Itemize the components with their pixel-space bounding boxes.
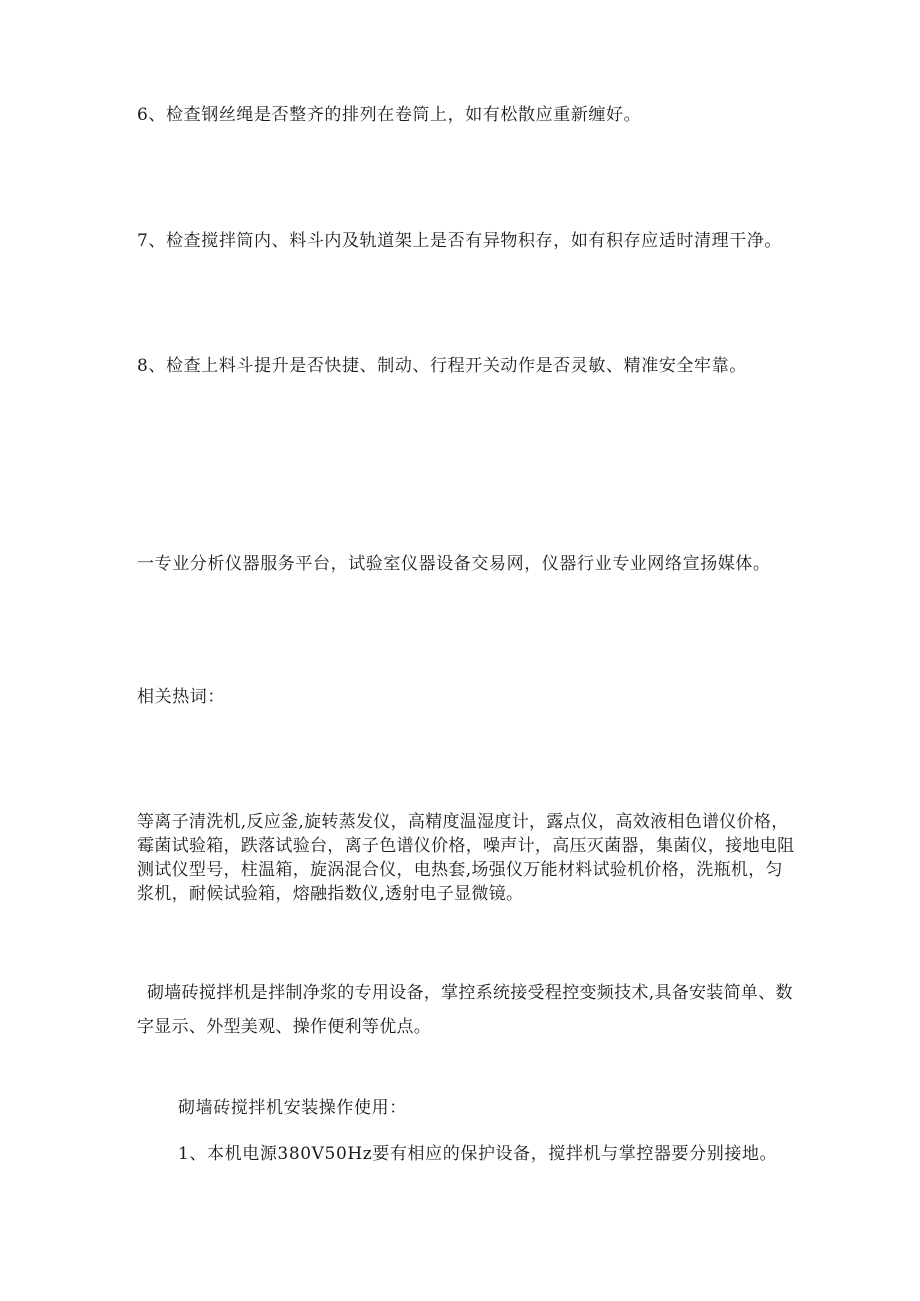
check-item-6: 6、检查钢丝绳是否整齐的排列在卷筒上，如有松散应重新缠好。 (137, 105, 642, 125)
check-item-8: 8、检查上料斗提升是否快捷、制动、行程开关动作是否灵敏、精准安全牢靠。 (137, 356, 747, 376)
platform-description: 一专业分析仪器服务平台，试验室仪器设备交易网，仪器行业专业网络宣扬媒体。 (137, 554, 771, 574)
install-heading: 砌墙砖搅拌机安装操作使用： (178, 1098, 407, 1118)
intro-paragraph: 砌墙砖搅拌机是拌制净浆的专用设备，掌控系统接受程控变频技术,具备安装简单、数字显示、外型美观、操作便利等优点。 (137, 983, 793, 1037)
install-step-1: 1、本机电源380V50Hz要有相应的保护设备，搅拌机与掌控器要分别接地。 (178, 1144, 778, 1164)
check-item-7: 7、检查搅拌筒内、料斗内及轨道架上是否有异物积存，如有积存应适时清理干净。 (137, 231, 783, 251)
hot-words-heading: 相关热词： (137, 687, 225, 707)
hot-words-list: 等离子清洗机,反应釜,旋转蒸发仪，高精度温湿度计，露点仪，高效液相色谱仪价格，霉菌试验箱，跌落试验台，离子色谱仪价格，噪声计，高压灭菌器，集菌仪，接地电阻测试仪型号，柱温箱，旋涡混合仪，电热套,场强仪万能材料试验机价格，洗瓶机，匀浆机，耐候试验箱，熔融指数仪,透射电子显微镜。 (137, 812, 795, 904)
